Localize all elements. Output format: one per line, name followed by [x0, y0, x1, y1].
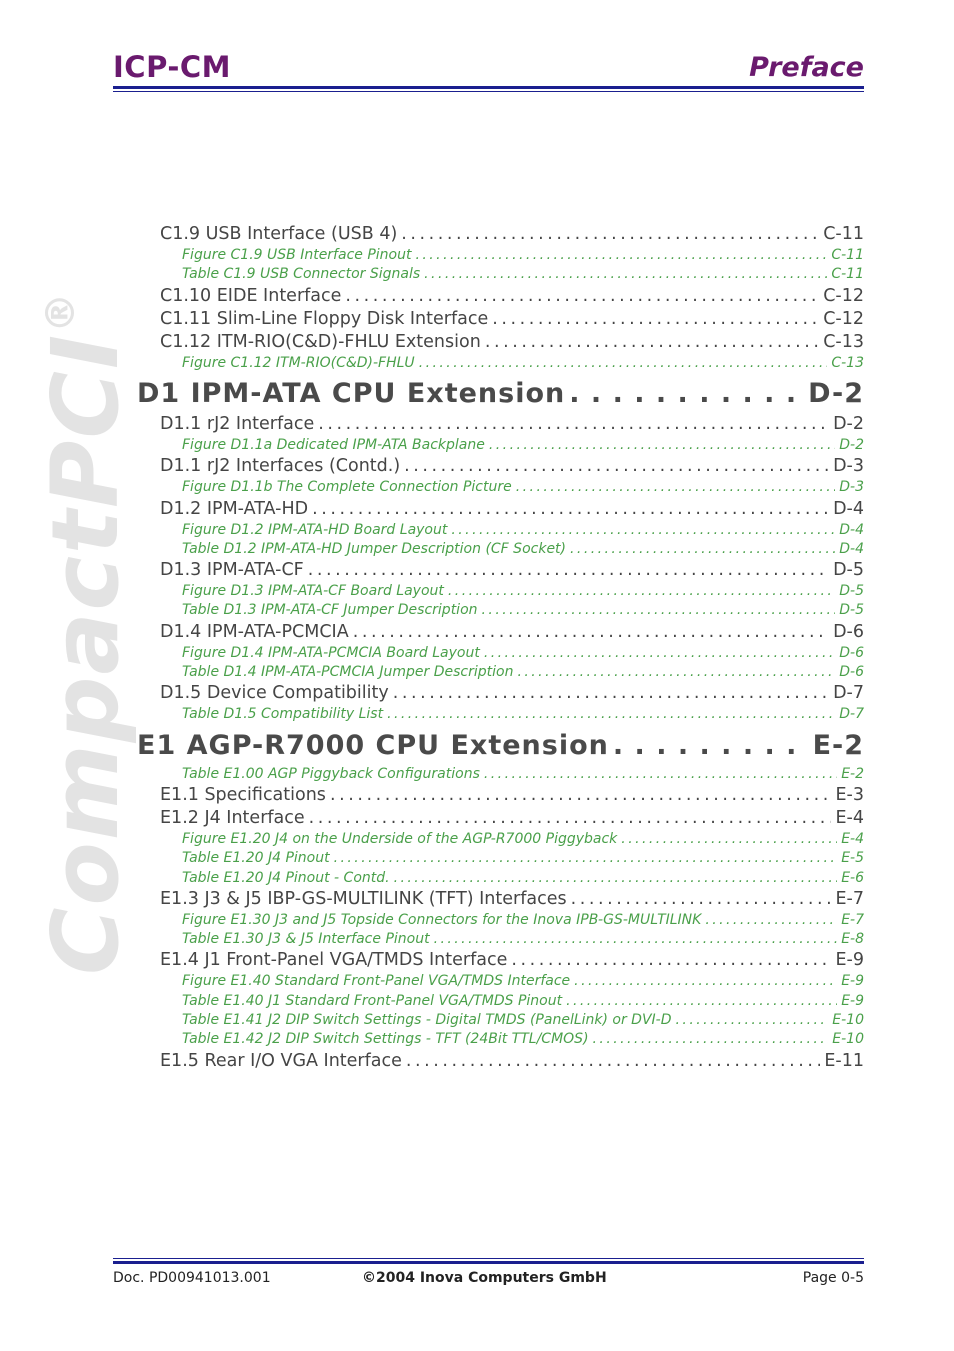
toc-dot-leader [570, 541, 835, 557]
header-section-title: Preface [749, 52, 864, 83]
toc-entry-page: E-8 [841, 931, 864, 948]
toc-entry-title: D1.2 IPM-ATA-HD [160, 498, 309, 519]
toc-caption-entry[interactable] [182, 355, 864, 371]
toc-dot-leader [574, 973, 837, 989]
toc-dot-leader [569, 378, 804, 409]
toc-dot-leader [404, 456, 829, 476]
toc-entry-title: Figure D1.2 IPM-ATA-HD Board Layout [182, 521, 448, 538]
toc-entry-title: E1 AGP-R7000 CPU Extension [137, 729, 609, 761]
toc-caption-entry[interactable] [182, 437, 864, 453]
toc-chapter-entry[interactable] [137, 730, 864, 761]
toc-dot-leader [621, 831, 837, 847]
toc-dot-leader [448, 583, 835, 599]
toc-caption-entry[interactable] [182, 1012, 864, 1028]
header-product-title: ICP-CM [113, 50, 231, 84]
toc-entry-page: C-11 [831, 266, 864, 283]
toc-section-entry[interactable] [160, 286, 864, 306]
toc-dot-leader [489, 437, 835, 453]
toc-entry-page: D-6 [839, 664, 864, 680]
toc-dot-leader [571, 889, 832, 909]
toc-dot-leader [330, 785, 832, 805]
footer-copyright: ©2004 Inova Computers GmbH [362, 1270, 607, 1286]
toc-section-entry[interactable] [160, 683, 864, 703]
toc-entry-title: D1.1 rJ2 Interface [160, 413, 315, 434]
toc-dot-leader [434, 931, 838, 947]
toc-entry-page: E-6 [841, 869, 864, 886]
toc-entry-title: Table D1.2 IPM-ATA-HD Jumper Description (CF Socket) [182, 540, 567, 557]
toc-caption-entry[interactable] [182, 931, 864, 947]
toc-entry-page: E-2 [841, 765, 864, 782]
toc-entry-page: E-4 [835, 807, 864, 828]
toc-entry-page: C-12 [823, 285, 864, 306]
toc-section-entry[interactable] [160, 808, 864, 828]
toc-entry-title: C1.9 USB Interface (USB 4) [160, 224, 398, 244]
toc-chapter-entry[interactable] [137, 378, 864, 409]
toc-section-entry[interactable] [160, 785, 864, 805]
toc-entry-title: Figure D1.1a Dedicated IPM-ATA Backplane [182, 436, 485, 453]
registered-mark: ® [38, 290, 84, 333]
toc-entry-title: Figure E1.40 Standard Front-Panel VGA/TMDS Interface [182, 973, 571, 990]
toc-dot-leader [406, 1051, 820, 1071]
toc-dot-leader [566, 993, 837, 1009]
toc-caption-entry[interactable] [182, 541, 864, 557]
toc-entry-title: Figure D1.3 IPM-ATA-CF Board Layout [182, 583, 444, 600]
toc-entry-page: C-13 [823, 331, 864, 352]
footer-page-number: Page 0-5 [802, 1270, 864, 1286]
toc-caption-entry[interactable] [182, 664, 864, 680]
toc-dot-leader [394, 870, 838, 886]
toc-dot-leader [676, 1012, 829, 1028]
toc-entry-title: Figure E1.20 J4 on the Underside of the AGP-R7000 Piggyback [182, 830, 618, 847]
footer-doc-number: Doc. PD00941013.001 [113, 1270, 271, 1286]
toc-dot-leader [705, 912, 837, 928]
toc-entry-page: D-4 [839, 540, 864, 557]
toc-dot-leader [309, 808, 832, 828]
toc-section-entry[interactable] [160, 499, 864, 519]
header-rule-thick [113, 86, 864, 89]
toc-entry-page: E-4 [841, 830, 864, 847]
toc-entry-title: D1 IPM-ATA CPU Extension [137, 377, 566, 409]
toc-entry-page: E-9 [841, 973, 864, 990]
toc-entry-title: Figure C1.9 USB Interface Pinout [182, 247, 412, 263]
toc-section-entry[interactable] [160, 622, 864, 642]
toc-entry-title: Figure D1.4 IPM-ATA-PCMCIA Board Layout [182, 644, 480, 661]
toc-caption-entry[interactable] [182, 479, 864, 495]
toc-entry-page: E-5 [841, 850, 864, 867]
toc-section-entry[interactable] [160, 889, 864, 909]
toc-dot-leader [345, 286, 819, 306]
toc-dot-leader [482, 602, 836, 618]
compactpci-watermark [32, 291, 139, 975]
toc-entry-title: C1.10 EIDE Interface [160, 285, 342, 306]
toc-entry-title: C1.11 Slim-Line Floppy Disk Interface [160, 308, 489, 329]
toc-dot-leader [419, 355, 828, 371]
toc-caption-entry[interactable] [182, 912, 864, 928]
toc-entry-title: Figure C1.12 ITM-RIO(C&D)-FHLU [182, 354, 415, 371]
toc-section-entry[interactable] [160, 950, 864, 970]
toc-dot-leader [312, 499, 829, 519]
toc-entry-title: E1.3 J3 & J5 IBP-GS-MULTILINK (TFT) Interfaces [160, 888, 567, 909]
toc-entry-title: Table D1.5 Compatibility List [182, 706, 384, 723]
toc-dot-leader [511, 950, 831, 970]
toc-entry-page: D-2 [808, 377, 864, 409]
toc-section-entry[interactable] [160, 456, 864, 476]
toc-caption-entry[interactable] [182, 247, 864, 263]
toc-caption-entry[interactable] [182, 831, 864, 847]
toc-entry-title: E1.5 Rear I/O VGA Interface [160, 1050, 402, 1071]
toc-dot-leader [593, 1031, 829, 1047]
toc-dot-leader [424, 266, 827, 282]
toc-caption-entry[interactable] [182, 602, 864, 618]
toc-entry-page: D-5 [833, 560, 864, 581]
toc-entry-page: E-9 [841, 992, 864, 1009]
watermark-text: CompactPCI [32, 332, 139, 975]
toc-entry-page: E-7 [841, 911, 864, 928]
toc-entry-page: C-11 [823, 224, 864, 244]
toc-entry-title: Figure E1.30 J3 and J5 Topside Connectors for the Inova IPB-GS-MULTILINK [182, 911, 702, 928]
toc-entry-page: D-4 [839, 521, 864, 538]
toc-entry-page: D-5 [839, 583, 864, 600]
toc-entry-page: C-11 [831, 247, 864, 263]
toc-section-entry[interactable] [160, 1051, 864, 1071]
toc-caption-entry[interactable] [182, 766, 864, 782]
toc-entry-page: D-4 [833, 498, 864, 519]
toc-entry-title: D1.4 IPM-ATA-PCMCIA [160, 621, 349, 642]
toc-entry-title: E1.4 J1 Front-Panel VGA/TMDS Interface [160, 950, 508, 971]
toc-dot-leader [308, 560, 829, 580]
toc-dot-leader [353, 622, 829, 642]
toc-entry-title: Table E1.30 J3 & J5 Interface Pinout [182, 931, 430, 948]
toc-entry-title: Table E1.20 J4 Pinout [182, 850, 330, 867]
toc-entry-title: C1.12 ITM-RIO(C&D)-FHLU Extension [160, 331, 481, 352]
toc-dot-leader [318, 414, 829, 434]
toc-caption-entry[interactable] [182, 973, 864, 989]
toc-entry-title: D1.5 Device Compatibility [160, 683, 389, 704]
toc-caption-entry[interactable] [182, 706, 864, 722]
toc-dot-leader [516, 479, 836, 495]
toc-entry-page: C-13 [831, 354, 864, 371]
toc-dot-leader [334, 850, 838, 866]
toc-dot-leader [613, 730, 809, 761]
footer-rule-thin [113, 1258, 864, 1259]
toc-dot-leader [485, 332, 819, 352]
toc-entry-title: D1.1 rJ2 Interfaces (Contd.) [160, 456, 401, 477]
toc-section-entry[interactable] [160, 332, 864, 352]
toc-dot-leader [492, 309, 819, 329]
toc-entry-title: Table C1.9 USB Connector Signals [182, 266, 421, 283]
toc-section-entry[interactable] [160, 560, 864, 580]
toc-entry-page: E-3 [835, 784, 864, 805]
toc-entry-page: D-6 [833, 621, 864, 642]
toc-entry-title: E1.1 Specifications [160, 784, 326, 805]
toc-caption-entry[interactable] [182, 645, 864, 661]
footer-rule-thick [113, 1261, 864, 1264]
toc-entry-title: D1.3 IPM-ATA-CF [160, 560, 304, 581]
toc-entry-title: E1.2 J4 Interface [160, 807, 305, 828]
toc-caption-entry[interactable] [182, 522, 864, 538]
toc-entry-title: Table E1.40 J1 Standard Front-Panel VGA/TMDS Pinout [182, 992, 563, 1009]
toc-section-entry[interactable] [160, 309, 864, 329]
toc-dot-leader [415, 247, 827, 263]
toc-section-entry[interactable] [160, 224, 864, 244]
toc-dot-leader [393, 683, 829, 703]
toc-dot-leader [387, 706, 835, 722]
toc-dot-leader [484, 766, 837, 782]
toc-section-entry[interactable] [160, 414, 864, 434]
toc-entry-page: E-7 [835, 888, 864, 909]
toc-caption-entry[interactable] [182, 993, 864, 1009]
toc-entry-title: Table E1.20 J4 Pinout - Contd. [182, 869, 390, 886]
header-rule-thin [113, 91, 864, 92]
toc-caption-entry[interactable] [182, 1031, 864, 1047]
toc-entry-title: Table E1.41 J2 DIP Switch Settings - Digital TMDS (PanelLink) or DVI-D [182, 1012, 672, 1028]
toc-entry-page: C-12 [823, 308, 864, 329]
toc-entry-page: E-10 [832, 1012, 864, 1028]
toc-caption-entry[interactable] [182, 266, 864, 282]
toc-caption-entry[interactable] [182, 583, 864, 599]
toc-entry-page: D-6 [839, 644, 864, 661]
toc-entry-page: E-9 [835, 950, 864, 971]
toc-entry-page: D-3 [839, 479, 864, 496]
toc-dot-leader [451, 522, 835, 538]
toc-entry-title: Table D1.4 IPM-ATA-PCMCIA Jumper Description [182, 664, 514, 680]
toc-entry-page: E-11 [824, 1050, 864, 1071]
toc-entry-title: Table E1.00 AGP Piggyback Configurations [182, 765, 480, 782]
toc-entry-page: E-2 [812, 729, 864, 761]
toc-entry-page: D-2 [833, 413, 864, 434]
toc-caption-entry[interactable] [182, 850, 864, 866]
toc-entry-title: Figure D1.1b The Complete Connection Picture [182, 479, 512, 496]
toc-dot-leader [484, 645, 835, 661]
toc-entry-title: Table D1.3 IPM-ATA-CF Jumper Description [182, 602, 478, 619]
toc-entry-page: D-5 [839, 602, 864, 619]
toc-dot-leader [517, 664, 835, 680]
toc-entry-page: D-2 [839, 436, 864, 453]
toc-entry-page: D-3 [833, 456, 864, 477]
toc-entry-page: E-10 [832, 1031, 864, 1048]
toc-caption-entry[interactable] [182, 870, 864, 886]
toc-entry-title: Table E1.42 J2 DIP Switch Settings - TFT (24Bit TTL/CMOS) [182, 1031, 589, 1048]
toc-dot-leader [401, 224, 819, 244]
toc-entry-page: D-7 [833, 683, 864, 704]
toc-entry-page: D-7 [839, 706, 864, 723]
